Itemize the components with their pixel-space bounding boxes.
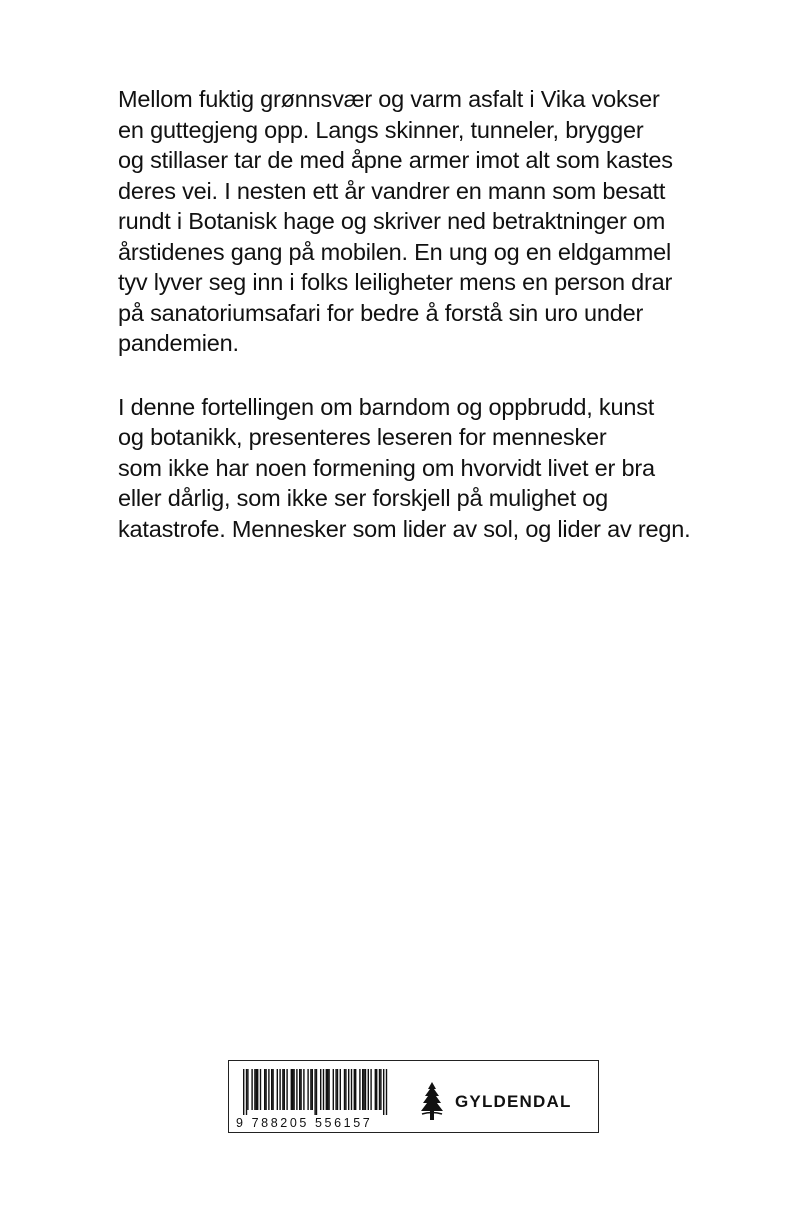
barcode-bar: [348, 1069, 349, 1110]
barcode-bar: [246, 1069, 247, 1115]
barcode-bar: [268, 1069, 269, 1110]
barcode-bar: [316, 1069, 317, 1115]
barcode-label: [228, 1060, 599, 1133]
barcode-bar: [293, 1069, 294, 1110]
blurb-paragraph-1: [118, 84, 758, 359]
barcode-bar: [286, 1069, 287, 1110]
barcode-bar: [272, 1069, 273, 1110]
barcode-bar: [265, 1069, 266, 1110]
barcode-bar: [282, 1069, 283, 1110]
barcode-bar: [359, 1069, 360, 1110]
barcode-bar: [375, 1069, 376, 1110]
publisher-logo: [417, 1081, 572, 1123]
barcode-bar: [370, 1069, 371, 1110]
barcode-bar: [344, 1069, 345, 1110]
blurb-line: rundt i Botanisk hage og skriver ned betraktninger om: [118, 208, 666, 234]
barcode-bar: [333, 1069, 334, 1110]
barcode: [243, 1069, 393, 1115]
blurb-line: deres vei. I nesten ett år vandrer en mann som besatt: [118, 177, 666, 204]
barcode-bar: [279, 1069, 280, 1110]
blurb-line: Mellom fuktig grønnsvær og varm asfalt i Vika vokser: [118, 86, 660, 112]
barcode-bar: [383, 1069, 384, 1115]
barcode-bar: [363, 1069, 364, 1110]
blurb-line: I denne fortellingen om barndom og oppbrudd, kunst: [118, 393, 655, 420]
barcode-bar: [256, 1069, 257, 1110]
barcode-bar: [312, 1069, 313, 1110]
barcode-bar: [376, 1069, 377, 1110]
barcode-bar: [271, 1069, 272, 1110]
barcode-bar: [307, 1069, 308, 1110]
blurb-line: tyv lyver seg inn i folks leiligheter mens en person drar: [118, 269, 673, 295]
barcode-bar: [351, 1069, 352, 1110]
barcode-bar: [355, 1069, 356, 1110]
barcode-bar: [243, 1069, 244, 1115]
blurb-paragraph-2: [118, 392, 758, 545]
barcode-bar: [345, 1069, 346, 1110]
blurb-line: på sanatoriumsafari for bedre å forstå sin uro under: [118, 299, 644, 326]
barcode-bar: [251, 1069, 252, 1110]
blurb-line: pandemien.: [118, 330, 239, 356]
isbn-number: 9 788205 556157: [236, 1116, 373, 1130]
barcode-bar: [365, 1069, 366, 1110]
barcode-bar: [264, 1069, 265, 1110]
barcode-bar: [326, 1069, 327, 1110]
barcode-bar: [335, 1069, 336, 1110]
barcode-bar: [354, 1069, 355, 1110]
barcode-bar: [310, 1069, 311, 1110]
tree-icon: [417, 1081, 447, 1123]
blurb-line: som ikke har noen formening om hvorvidt livet er bra: [118, 454, 655, 481]
barcode-bar: [300, 1069, 301, 1110]
barcode-bar: [380, 1069, 381, 1110]
barcode-bar: [337, 1069, 338, 1110]
barcode-bar: [379, 1069, 380, 1110]
barcode-bar: [247, 1069, 248, 1110]
barcode-bar: [303, 1069, 304, 1110]
barcode-bar: [328, 1069, 329, 1110]
barcode-bar: [314, 1069, 315, 1115]
barcode-bar: [299, 1069, 300, 1110]
barcode-bar: [260, 1069, 261, 1110]
blurb-line: en guttegjeng opp. Langs skinner, tunneler, brygger: [118, 116, 644, 143]
barcode-bar: [291, 1069, 292, 1110]
barcode-bar: [257, 1069, 258, 1110]
barcode-bar: [296, 1069, 297, 1110]
back-cover-blurb: [118, 84, 758, 544]
blurb-line: og stillaser tar de med åpne armer imot alt som kastes: [118, 147, 673, 173]
barcode-bar: [362, 1069, 363, 1110]
barcode-bar: [386, 1069, 387, 1115]
barcode-bar: [323, 1069, 324, 1110]
blurb-line: årstidenes gang på mobilen. En ung og en eldgammel: [118, 238, 672, 265]
blurb-line: eller dårlig, som ikke ser forskjell på mulighet og: [118, 485, 609, 511]
publisher-name: GYLDENDAL: [455, 1092, 572, 1111]
barcode-bar: [368, 1069, 369, 1110]
barcode-bar: [254, 1069, 255, 1110]
barcode-bar: [327, 1069, 328, 1110]
barcode-bar: [340, 1069, 341, 1110]
barcode-bar: [292, 1069, 293, 1110]
blurb-line: og botanikk, presenteres leseren for mennesker: [118, 424, 607, 450]
barcode-bar: [320, 1069, 321, 1110]
barcode-bar: [284, 1069, 285, 1110]
barcode-bar: [277, 1069, 278, 1110]
blurb-line: katastrofe. Mennesker som lider av sol, og lider av regn.: [118, 515, 691, 542]
